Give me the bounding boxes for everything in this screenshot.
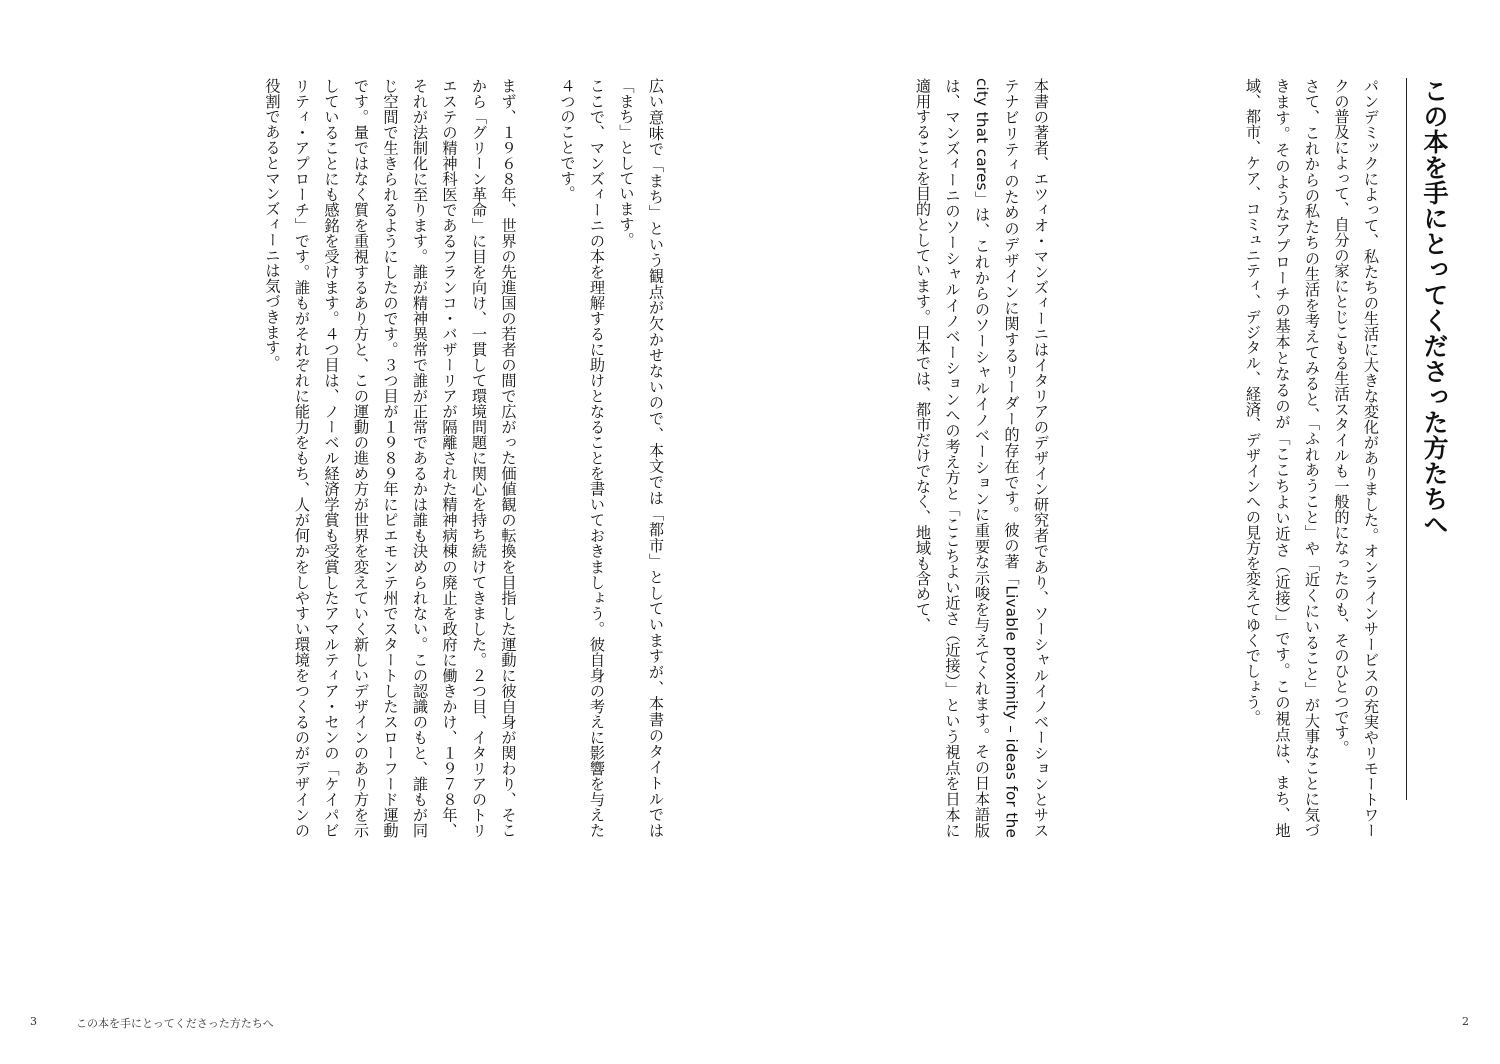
- text-column-right: [1075, 78, 1385, 838]
- page-number-left: 3: [30, 1015, 37, 1028]
- text-column-left: [90, 78, 670, 838]
- paragraph-author: 本書の著者、エツィオ・マンズィーニはイタリアのデザイン研究者であり、ソーシャルイノベーションとサステナビリティのためのデザインに関するリーダー的存在です。彼の著「Livable proximity – ideas for the city that cares」は、これからのソーシャルイノベーションに重要な示唆を与えてくれます。その日本語版は、マンズィーニのソーシャルイノベーションへの考え方と「ここちよい近さ（近接）」という視点を日本に適用することを目的としています。日本では、都市だけでなく、地域も含めて、: [914, 78, 1050, 838]
- paragraph-machi: 広い意味で「まち」という観点が欠かせないので、本文では「都市」としていますが、本書のタイトルでは「まち」としています。: [617, 78, 665, 838]
- heading-divider: [1406, 78, 1407, 800]
- paragraph-proximity: さて、これからの私たちの生活を考えてみると、「ふれあうこと」や「近くにいること」が大事なことに気づきます。そのようなアプローチの基本となるのが「ここちよい近さ（近接）」です。この視点は、まち、地域、都市、ケア、コミュニティ、デジタル、経済、デザインへの見方を変えてゆくでしょう。: [1244, 78, 1321, 838]
- paragraph-four-influences-intro: ここで、マンズィーニの本を理解するに助けとなることを書いておきましょう。彼自身の考えに影響を与えた４つのことです。: [558, 78, 606, 838]
- page-number-right: 2: [1462, 1015, 1469, 1028]
- running-head: この本を手にとってくださった方たちへ: [76, 1017, 274, 1030]
- paragraph-four-influences: まず、１９６８年、世界の先進国の若者の間で広がった価値観の転換を目指した運動に彼自身が関わり、そこから「グリーン革命」に目を向け、一貫して環境問題に関心を持ち続けてきました。２つ目、イタリアのトリエステの精神科医であるフランコ・バザーリアが隔離された精神病棟の廃止を政府に働きかけ、１９７８年、それが法制化に至ります。誰が精神異常で誰が正常であるかは誰も決められない。この認識のもと、誰もが同じ空間で生きられるようにしたのです。３つ目が１９８９年にピエモンテ州でスタートしたスローフード運動です。量ではなく質を重視するあり方と、この運動の進め方が世界を変えていく新しいデザインのあり方を示していることにも感銘を受けます。４つ目は、ノーベル経済学賞も受賞したアマルティア・センの「ケイパビリティ・アプローチ」です。誰もがそれぞれに能力をもち、人が何かをしやすい環境をつくるのがデザインの役割であるとマンズィーニは気づきます。: [263, 78, 518, 838]
- text-column-middle: [855, 78, 1055, 838]
- paragraph-pandemic: パンデミックによって、私たちの生活に大きな変化がありました。オンラインサービスの充実やリモートワークの普及によって、自分の家にとじこもる生活スタイルも一般的になったのも、そのひとつです。: [1332, 78, 1380, 838]
- page-title: この本を手にとってくださった方たちへ: [1420, 78, 1449, 537]
